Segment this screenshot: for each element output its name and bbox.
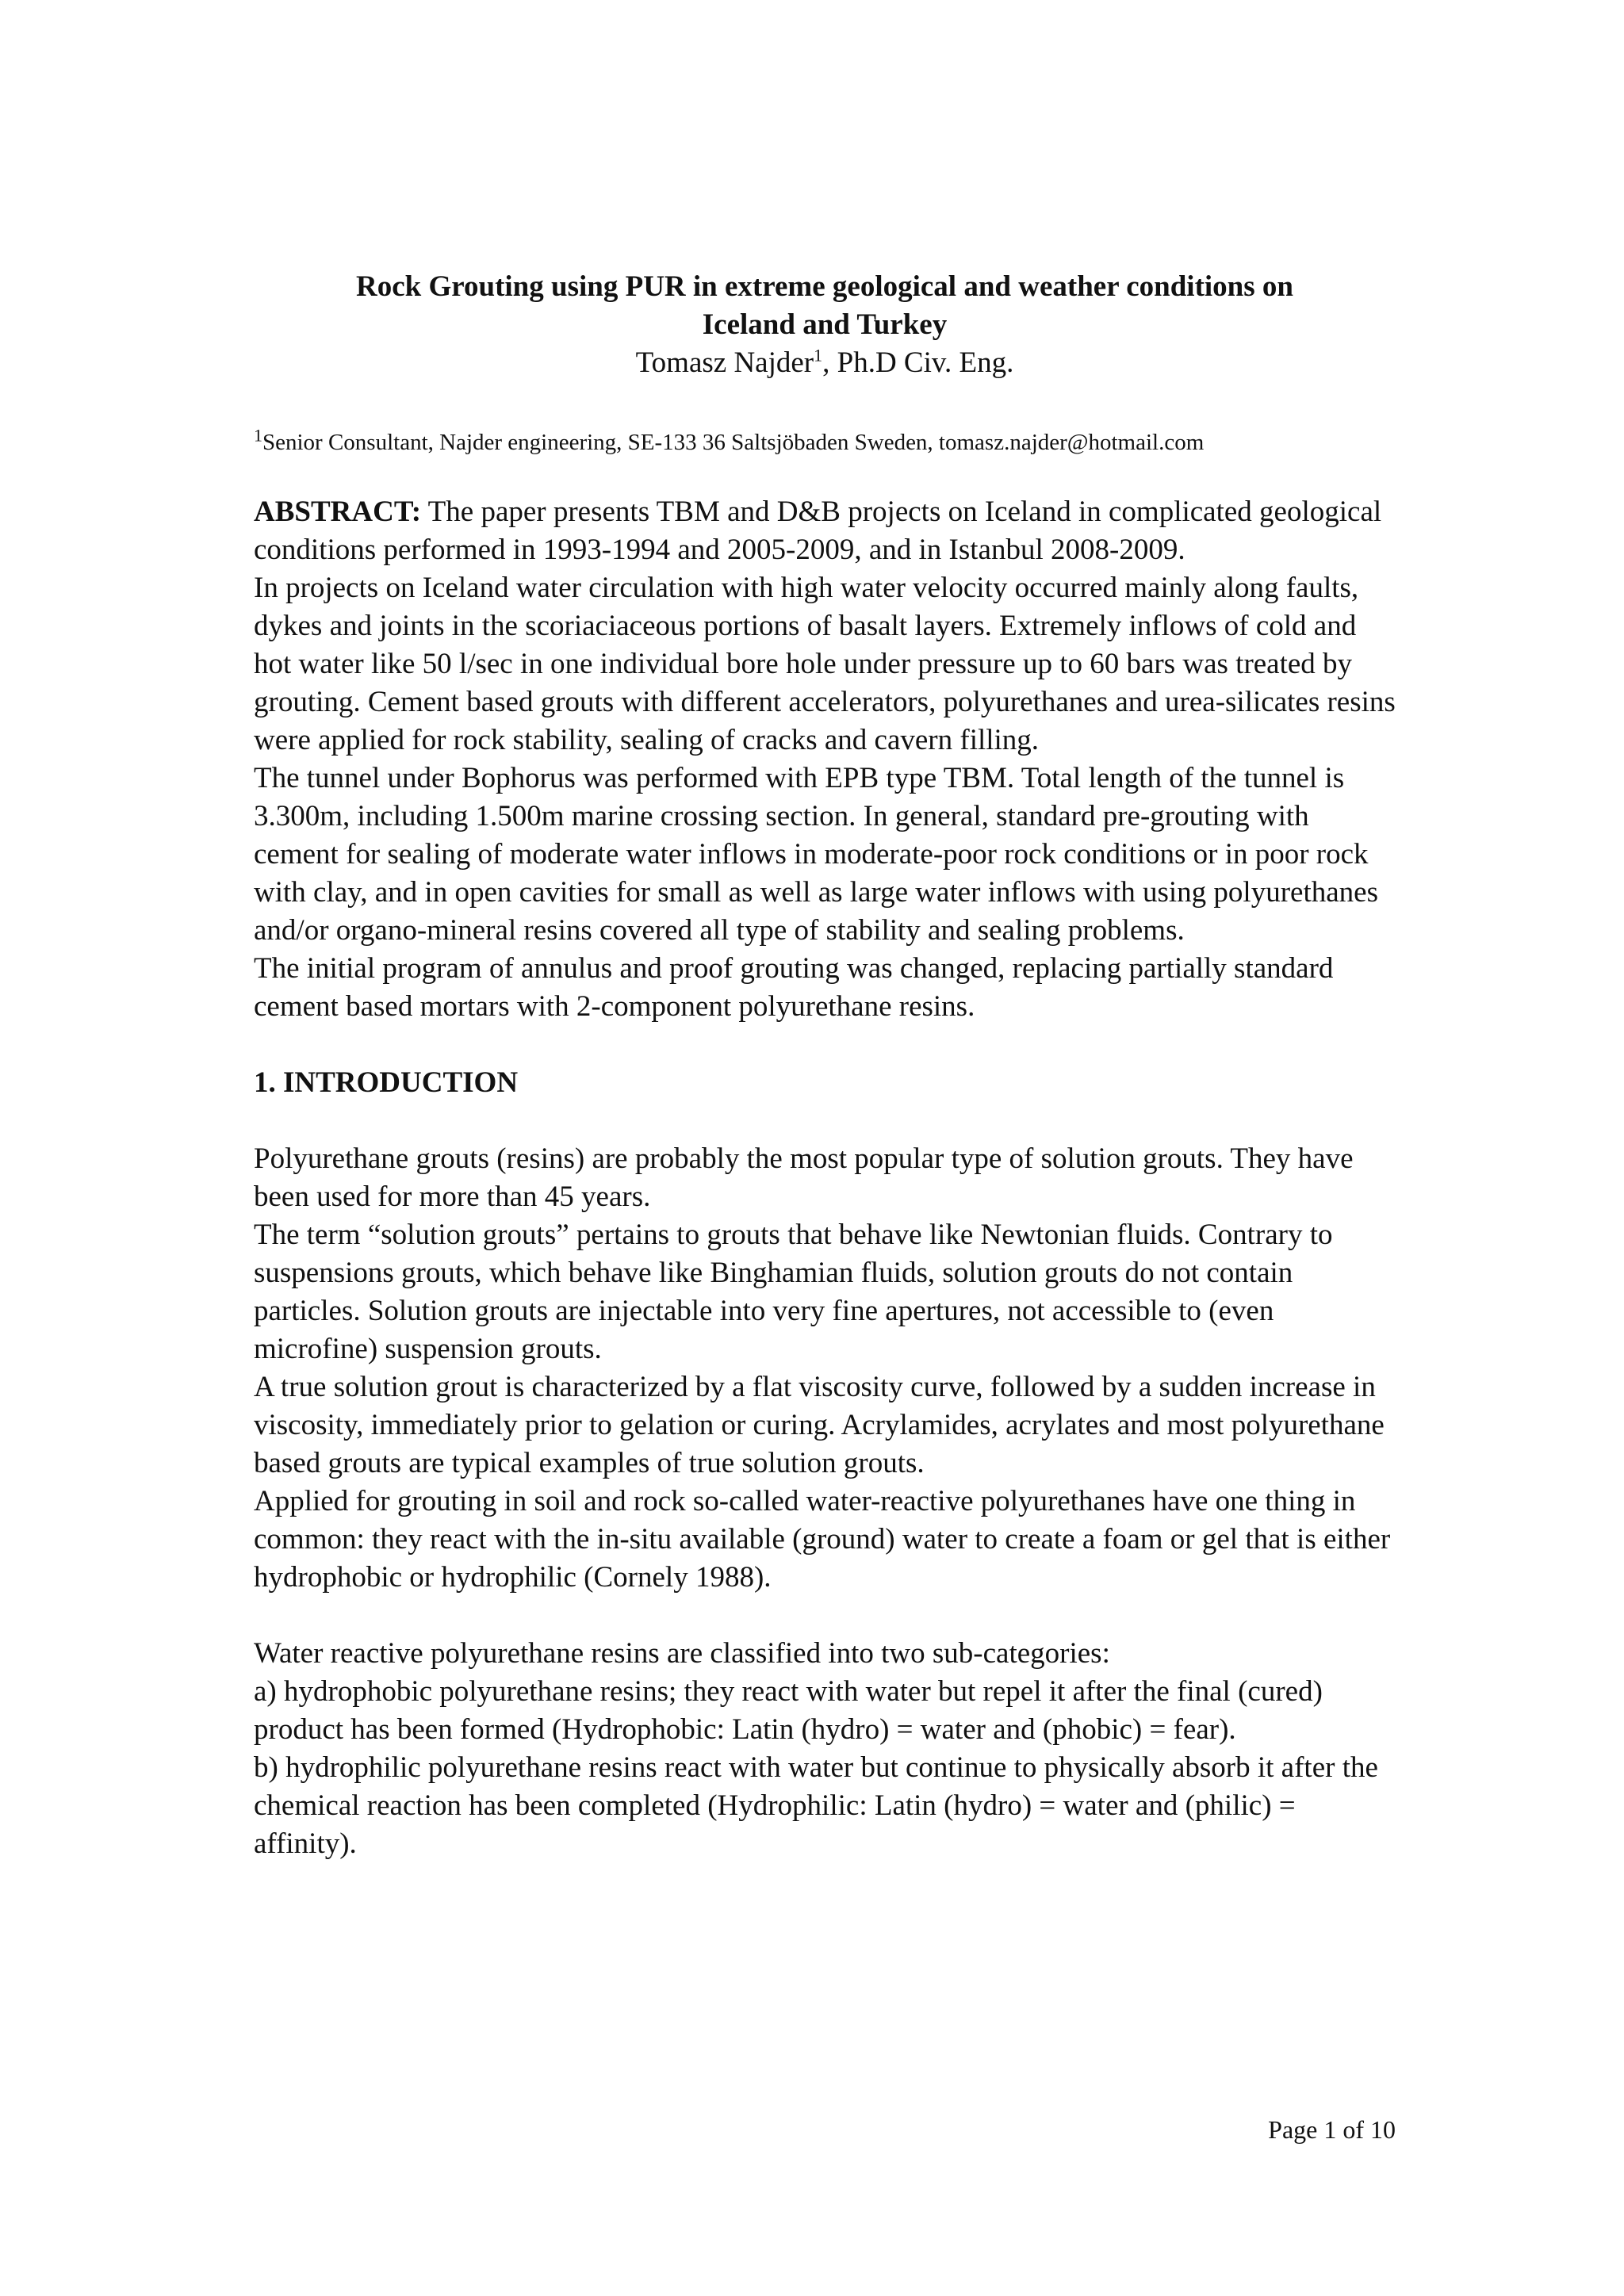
intro-list-item-b: b) hydrophilic polyurethane resins react with water but continue to physically absorb it after the chemical reaction has been completed (Hydrophilic: Latin (hydro) = water and (philic) = affinity).: [254, 1751, 1378, 1860]
intro-paragraph-2: The term “solution grouts” pertains to grouts that behave like Newtonian fluids. Contrary to suspensions grouts, which behave like Binghamian fluids, solution grouts do not contain particles. Solution grouts are injectable into very fine apertures, not accessible to (even microfine) suspension grouts.: [254, 1219, 1333, 1365]
abstract-section: [254, 493, 1396, 1026]
intro-paragraph-1: Polyurethane grouts (resins) are probably the most popular type of solution grouts. They have been used for more than 45 years.: [254, 1142, 1354, 1213]
title-block: [254, 268, 1396, 382]
author-line: [254, 344, 1396, 382]
introduction-section: [254, 1140, 1396, 1863]
affiliation-text: Senior Consultant, Najder engineering, SE-133 36 Saltsjöbaden Sweden, tomasz.najder@hotmail.com: [262, 430, 1205, 455]
intro-paragraph-4: Applied for grouting in soil and rock so-called water-reactive polyurethanes have one thing in common: they react with the in-situ available (ground) water to create a foam or gel that is either hydrophobic or hydrophilic (Cornely 1988).: [254, 1485, 1391, 1594]
abstract-paragraph-3: The tunnel under Bophorus was performed with EPB type TBM. Total length of the tunnel is 3.300m, including 1.500m marine crossing section. In general, standard pre-grouting with cement for sealing of moderate water inflows in moderate-poor rock conditions or in poor rock with clay, and in open cavities for small as well as large water inflows with using polyurethanes and/or organo-mineral resins covered all type of stability and sealing problems.: [254, 762, 1378, 947]
intro-list-item-a: a) hydrophobic polyurethane resins; they react with water but repel it after the final (cured) product has been formed (Hydrophobic: Latin (hydro) = water and (phobic) = fear).: [254, 1675, 1323, 1746]
author-degree: , Ph.D Civ. Eng.: [822, 346, 1014, 379]
intro-paragraph-3: A true solution grout is characterized by a flat viscosity curve, followed by a sudden increase in viscosity, immediately prior to gelation or curing. Acrylamides, acrylates and most polyurethane based grouts are typical examples of true solution grouts.: [254, 1371, 1385, 1479]
page-content: [254, 268, 1396, 1863]
intro-paragraph-5: Water reactive polyurethane resins are classified into two sub-categories:: [254, 1637, 1110, 1670]
paper-title: Rock Grouting using PUR in extreme geological and weather conditions on Iceland and Turkey: [356, 270, 1293, 341]
section-heading-introduction: 1. INTRODUCTION: [254, 1066, 519, 1099]
abstract-paragraph-1: [254, 493, 1396, 569]
affiliation-line: [254, 427, 1396, 458]
page-number: Page 1 of 10: [1268, 2115, 1396, 2144]
abstract-label: ABSTRACT:: [254, 496, 422, 528]
abstract-paragraph-4: The initial program of annulus and proof grouting was changed, replacing partially standard cement based mortars with 2-component polyurethane resins.: [254, 952, 1334, 1023]
abstract-text-1: The paper presents TBM and D&B projects on Iceland in complicated geological conditions performed in 1993-1994 and 2005-2009, and in Istanbul 2008-2009.: [254, 496, 1382, 566]
author-name: Tomasz Najder: [635, 346, 814, 379]
affiliation-marker: 1: [254, 425, 262, 446]
author-affiliation-marker: 1: [814, 345, 823, 365]
abstract-paragraph-2: In projects on Iceland water circulation with high water velocity occurred mainly along faults, dykes and joints in the scoriaciaceous portions of basalt layers. Extremely inflows of cold and hot water like 50 l/sec in one individual bore hole under pressure up to 60 bars was treated by grouting. Cement based grouts with different accelerators, polyurethanes and urea-silicates resins were applied for rock stability, sealing of cracks and cavern filling.: [254, 572, 1396, 756]
